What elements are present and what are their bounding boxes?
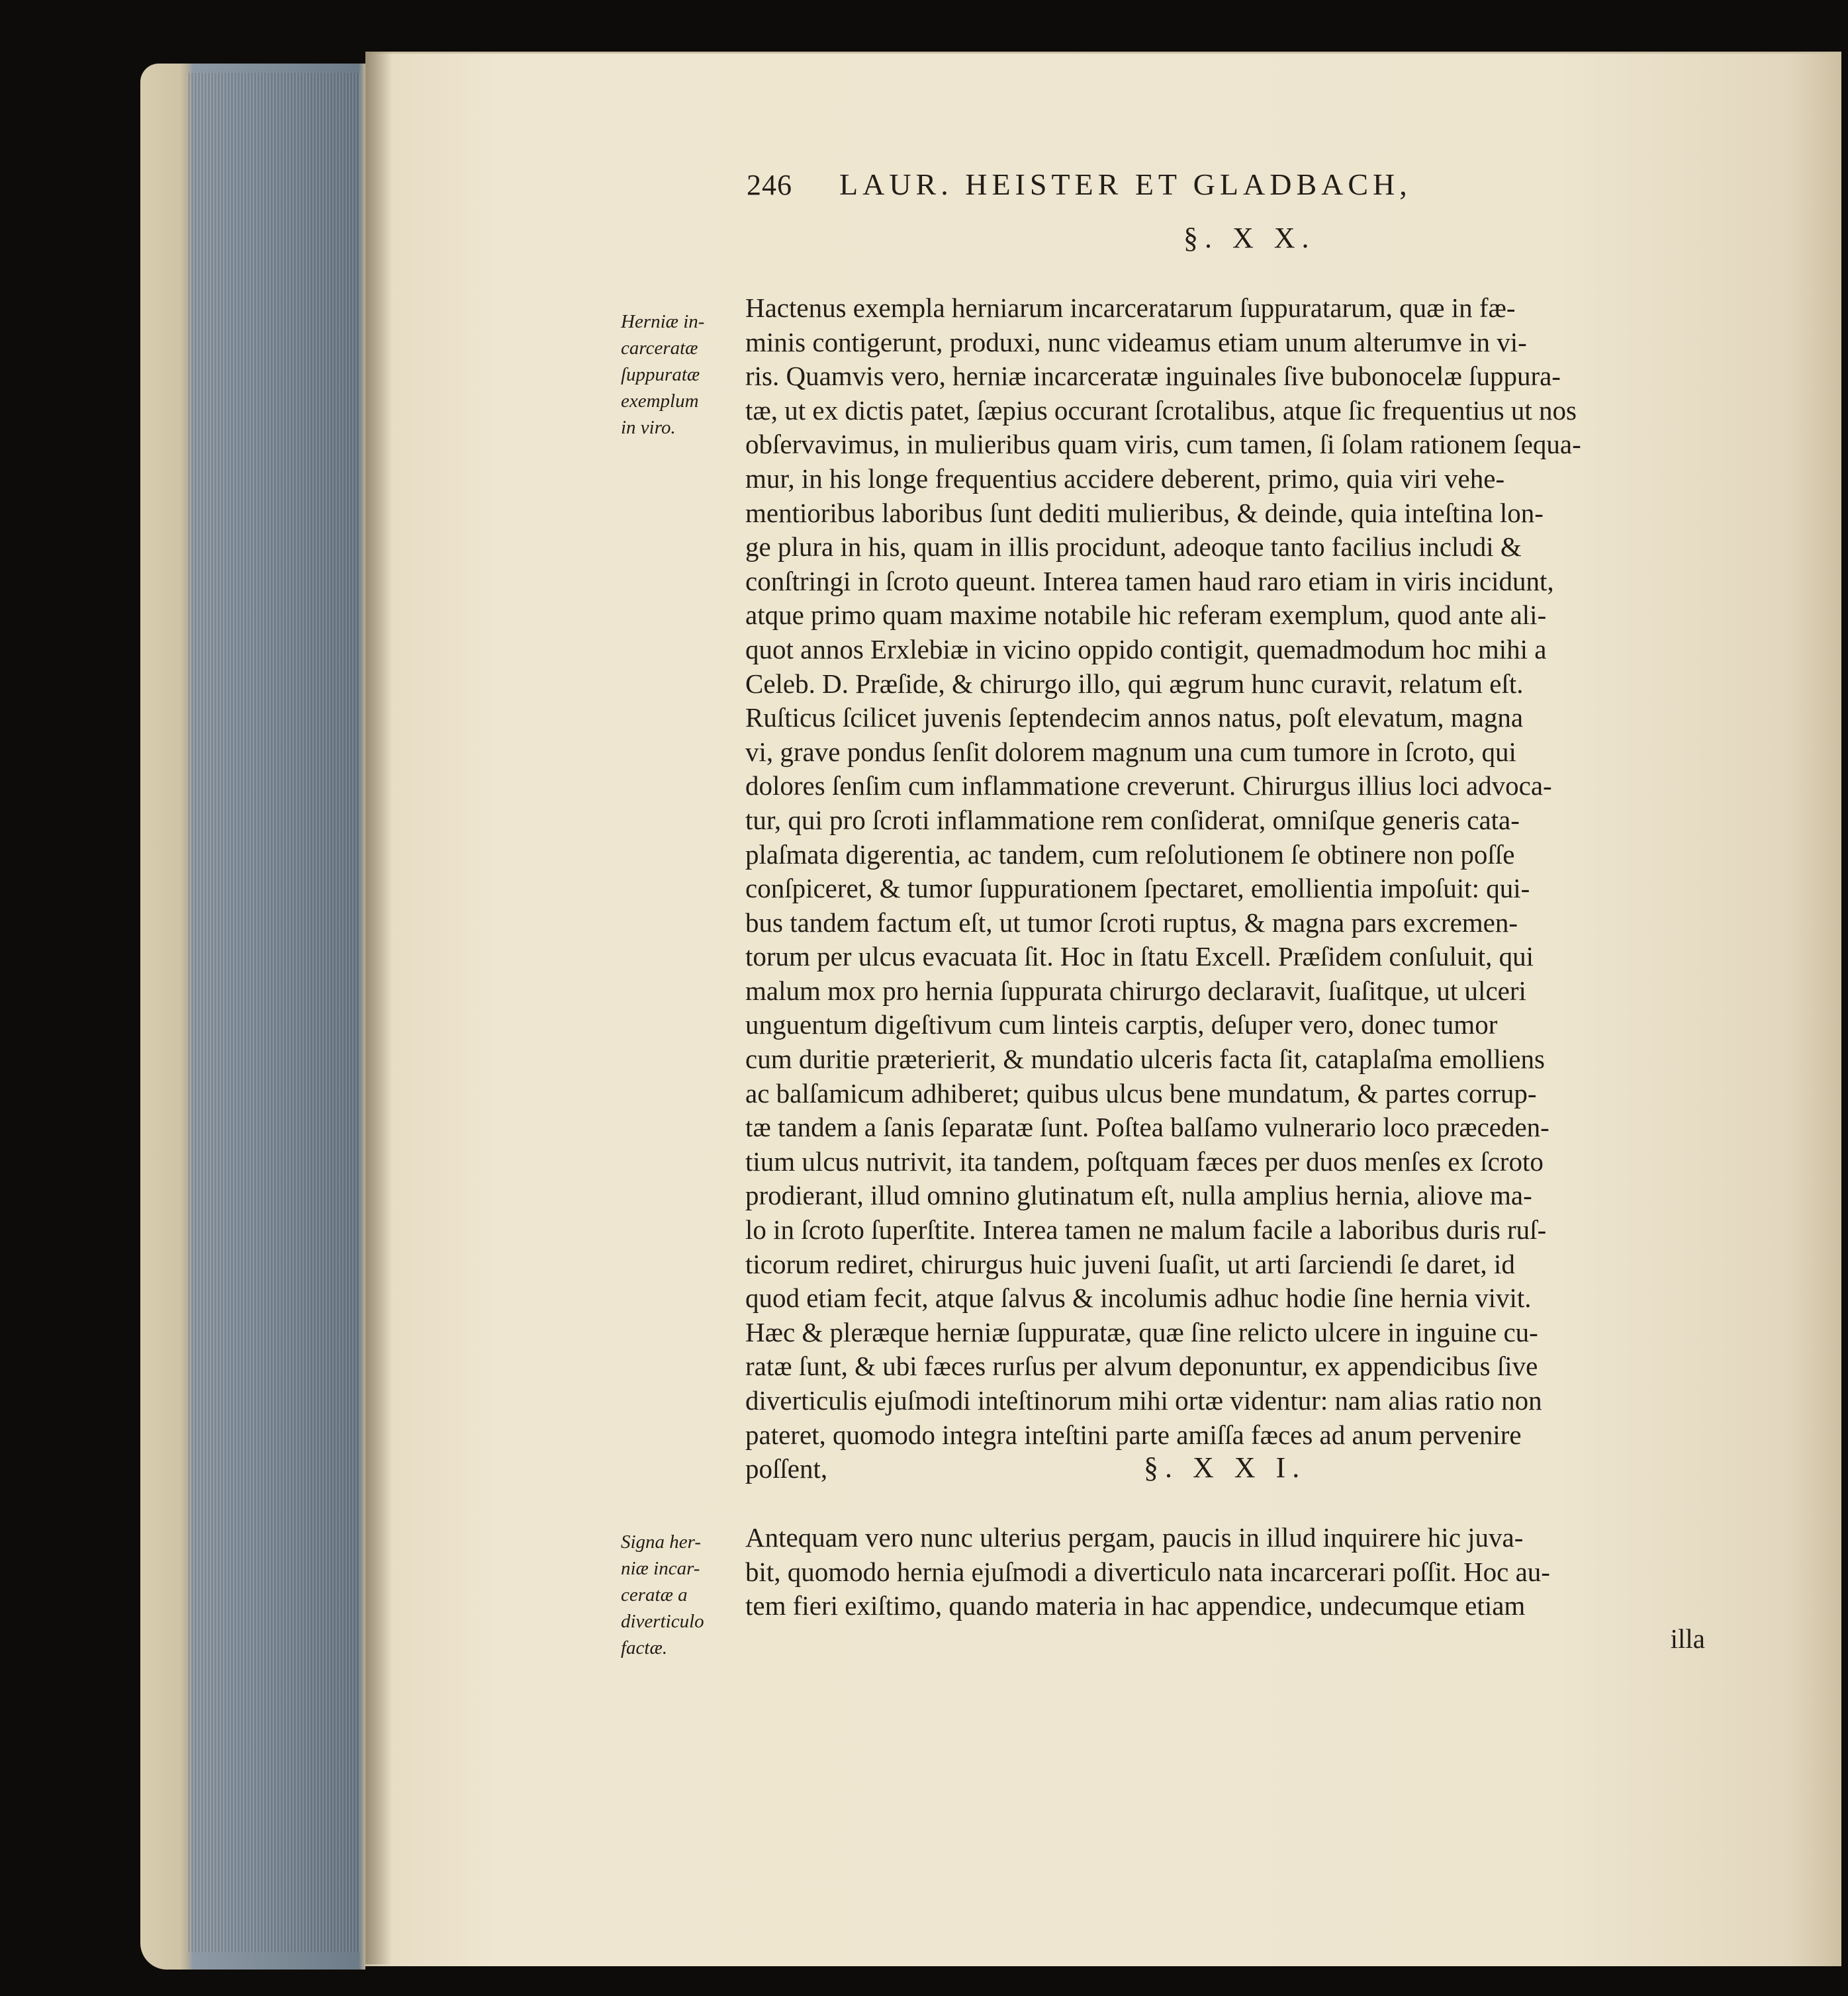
paragraph-section-20 [745,291,1705,1486]
text-line: tem fieri exiſtimo, quando materia in hac appendice, undecumque etiam [745,1590,1526,1621]
text-line: Ruſticus ſcilicet juvenis ſeptendecim annos natus, poſt elevatum, magna [745,702,1524,733]
text-line: cum duritie præterierit, & mundatio ulceris facta ſit, cataplaſma emolliens [745,1044,1545,1075]
margin-note-line: ceratæ a [621,1584,688,1606]
text-line: ris. Quamvis vero, herniæ incarceratæ inguinales ſive bubonocelæ ſuppura- [745,361,1561,392]
text-line: quot annos Erxlebiæ in vicino oppido contigit, quemadmodum hoc mihi a [745,633,1547,664]
text-line: minis contigerunt, produxi, nunc videamus etiam unum alterumve in vi- [745,326,1527,357]
catchword: illa [1670,1623,1705,1654]
text-line: dolores ſenſim cum inflammatione creverunt. Chirurgus illius loci advoca- [745,770,1552,801]
text-line: tæ, ut ex dictis patet, ſæpius occurant ſcrotalibus, atque ſic frequentius ut nos [745,394,1577,426]
text-line: lo in ſcroto ſuperſtite. Interea tamen ne malum facile a laboribus duris ruſ- [745,1214,1547,1246]
text-line: bus tandem factum eſt, ut tumor ſcroti ruptus, & magna pars excremen- [745,907,1518,938]
page-number: 246 [747,169,792,201]
margin-note-line: niæ incar- [621,1558,700,1579]
text-line: tium ulcus nutrivit, ita tandem, poſtquam fæces per duos menſes ex ſcroto [745,1146,1544,1177]
margin-note-line: ſuppuratæ [621,364,700,385]
text-line: pateret, quomodo integra inteſtini parte amiſſa fæces ad anum pervenire [745,1419,1522,1450]
text-line: Hæc & pleræque herniæ ſuppuratæ, quæ ſine relicto ulcere in inguine cu- [745,1316,1538,1347]
text-line: ratæ ſunt, & ubi fæces rurſus per alvum deponuntur, ex appendicibus ſive [745,1351,1538,1382]
margin-note-line: carceratæ [621,338,698,359]
text-line: tæ tandem a ſanis ſeparatæ ſunt. Poſtea balſamo vulnerario loco præceden- [745,1112,1549,1143]
section-heading-21: §. X X I. [1144,1451,1307,1484]
text-line: Hactenus exempla herniarum incarceratarum ſuppuratarum, quæ in fæ- [745,293,1516,323]
margin-note-20 [621,308,747,441]
text-line: conſpiceret, & tumor ſuppurationem ſpectaret, emollientia impoſuit: qui- [745,873,1530,904]
text-line: Antequam vero nunc ulterius pergam, paucis in illud inquirere hic juva- [745,1522,1524,1553]
text-line: plaſmata digerentia, ac tandem, cum reſolutionem ſe obtinere non poſſe [745,839,1515,870]
text-line: mur, in his longe frequentius accidere deberent, primo, quia viri vehe- [745,463,1505,494]
margin-note-line: Signa her- [621,1531,702,1553]
margin-note-line: diverticulo [621,1611,704,1632]
page-edges-texture [187,73,360,1952]
text-line: ac balſamicum adhiberet; quibus ulcus bene mundatum, & partes corrup- [745,1077,1537,1109]
text-line: unguentum digeſtivum cum linteis carptis, deſuper vero, donec tumor [745,1009,1498,1040]
gutter-shadow [365,52,392,1964]
text-line: diverticulis ejuſmodi inteſtinorum mihi ortæ videntur: nam alias ratio non [745,1385,1542,1416]
section-heading-20: §. X X. [1183,222,1316,254]
running-title: LAUR. HEISTER ET GLADBACH, [839,167,1412,201]
margin-note-line: exemplum [621,390,699,412]
text-line: obſervavimus, in mulieribus quam viris, cum tamen, ſi ſolam rationem ſequa- [745,429,1581,460]
text-line: Celeb. D. Præſide, & chirurgo illo, qui ægrum hunc curavit, relatum eſt. [745,668,1524,699]
text-line: quod etiam fecit, atque ſalvus & incolumis adhuc hodie ſine hernia vivit. [745,1283,1532,1314]
text-line: ge plura in his, quam in illis procidunt, adeoque tanto facilius includi & [745,531,1522,563]
text-line: ticorum rediret, chirurgus huic juveni ſuaſit, ut arti ſarciendi ſe daret, id [745,1248,1515,1279]
paragraph-section-21 [745,1521,1705,1623]
margin-note-21 [621,1529,747,1661]
text-line: vi, grave pondus ſenſit dolorem magnum una cum tumore in ſcroto, qui [745,736,1516,767]
text-line: malum mox pro hernia ſuppurata chirurgo declaravit, ſuaſitque, ut ulceri [745,975,1526,1006]
running-head [747,161,1686,208]
margin-note-line: Herniæ in- [621,311,705,332]
margin-note-line: in viro. [621,417,676,438]
text-line: poſſent, [745,1453,828,1484]
margin-note-line: factæ. [621,1637,668,1658]
text-line: conſtringi in ſcroto queunt. Interea tamen haud raro etiam in viris incidunt, [745,565,1554,596]
text-line: tur, qui pro ſcroti inflammatione rem conſiderat, omniſque generis cata- [745,804,1520,835]
text-line: bit, quomodo hernia ejuſmodi a diverticulo nata incarcerari poſſit. Hoc au- [745,1556,1550,1587]
text-line: torum per ulcus evacuata ſit. Hoc in ſtatu Excell. Præſidem conſuluit, qui [745,941,1534,972]
text-line: atque primo quam maxime notabile hic referam exemplum, quod ante ali- [745,600,1547,631]
text-line: mentioribus laboribus ſunt dediti mulieribus, & deinde, quia inteſtina lon- [745,497,1544,528]
text-line: prodierant, illud omnino glutinatum eſt, nulla amplius hernia, aliove ma- [745,1180,1532,1211]
